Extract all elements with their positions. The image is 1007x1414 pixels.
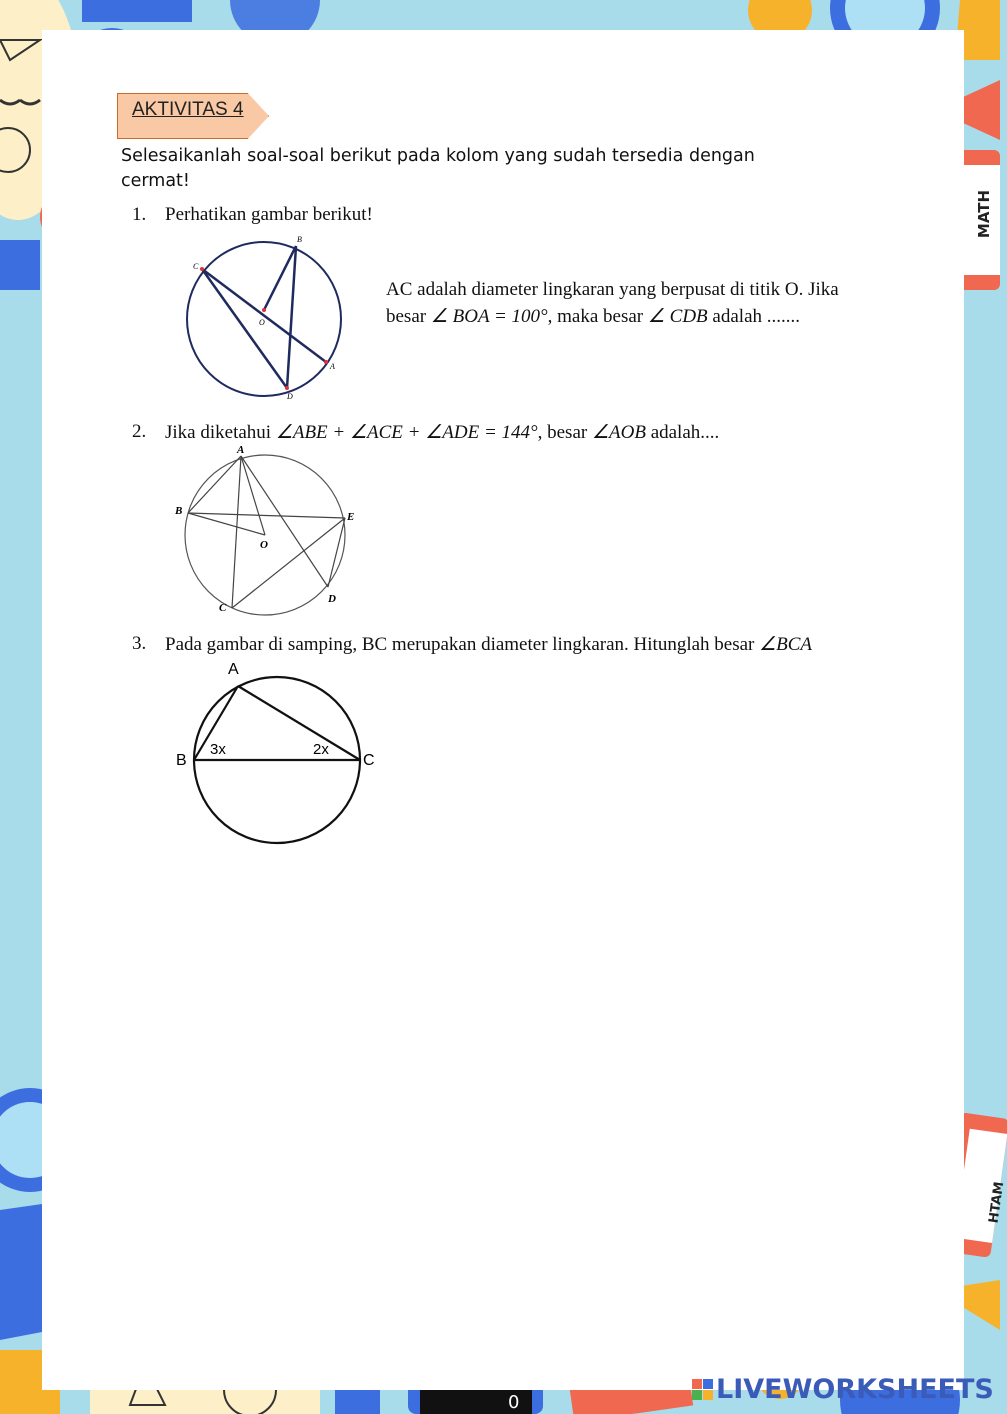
- question-3-text: [165, 633, 812, 656]
- instruction-text: Selesaikanlah soal-soal berikut pada kolom yang sudah tersedia dengan cermat!: [121, 146, 755, 191]
- q1-line2-b: , maka besar: [547, 306, 648, 327]
- q1-label-d: D: [287, 392, 293, 401]
- q1-label-c: C: [193, 262, 199, 271]
- q1-label-a: A: [330, 362, 335, 371]
- q2-label-a: A: [237, 444, 245, 456]
- q1-label-b: B: [297, 235, 302, 244]
- page-title: AKTIVITAS 4: [132, 99, 244, 120]
- calculator-display: 0: [508, 1392, 520, 1413]
- q1-line-bo: [264, 246, 296, 310]
- liveworksheets-watermark[interactable]: LIVEWORKSHEETS: [716, 1374, 994, 1405]
- q2-angle-aob: ∠AOB: [591, 422, 646, 443]
- q2-label-e: E: [347, 511, 355, 523]
- question-1-number: 1.: [132, 204, 147, 225]
- q2-text-a: Jika diketahui: [165, 422, 276, 443]
- q3-label-b: B: [176, 752, 187, 769]
- question-3-number: 3.: [132, 633, 147, 654]
- q3-text-a: Pada gambar di samping, BC merupakan diameter lingkaran. Hitunglah besar: [165, 634, 760, 655]
- q1-angle-cdb: ∠ CDB: [647, 306, 708, 327]
- q2-label-o: O: [260, 539, 268, 551]
- q2-text-b: , besar: [537, 422, 592, 443]
- q2-label-d: D: [328, 593, 336, 605]
- q2-text-c: adalah....: [645, 422, 720, 443]
- question-2-text: [165, 421, 719, 444]
- q3-line-ac: [238, 686, 360, 760]
- times-label: [0, 0, 1, 1]
- q3-label-a: A: [228, 661, 239, 678]
- q1-line2-c: adalah .......: [707, 306, 800, 327]
- question-1-figure: [180, 232, 350, 402]
- q3-label-3x: 3x: [210, 741, 226, 758]
- q2-angle-sum: ∠ABE + ∠ACE + ∠ADE = 144°: [275, 422, 538, 443]
- q3-label-2x: 2x: [313, 741, 329, 758]
- math-book-bottom-label: HTAM: [986, 1180, 1007, 1225]
- ruler-icon: [82, 0, 192, 22]
- question-2-number: 2.: [132, 421, 147, 442]
- math-book-label: MATH: [975, 189, 994, 239]
- question-2-figure: [170, 442, 370, 622]
- q2-label-c: C: [219, 602, 227, 614]
- q1-line2-a: besar: [386, 306, 431, 327]
- question-1-statement-line1: AC adalah diameter lingkaran yang berpusat di titik O. Jika: [386, 279, 839, 300]
- question-1-statement-line2: [386, 303, 906, 330]
- q1-label-o: O: [259, 318, 265, 327]
- question-3-figure: [170, 655, 390, 855]
- q1-line-ca: [202, 269, 326, 362]
- question-1-text: Perhatikan gambar berikut!: [165, 204, 373, 225]
- q1-line-bd: [287, 246, 296, 388]
- q2-label-b: B: [175, 505, 183, 517]
- q1-angle-boa: ∠ BOA = 100°: [430, 306, 548, 327]
- question-1-statement: [386, 276, 906, 330]
- q3-angle-bca: ∠BCA: [759, 634, 813, 655]
- liveworksheets-logo-icon: [692, 1379, 714, 1401]
- q3-label-c: C: [363, 752, 375, 769]
